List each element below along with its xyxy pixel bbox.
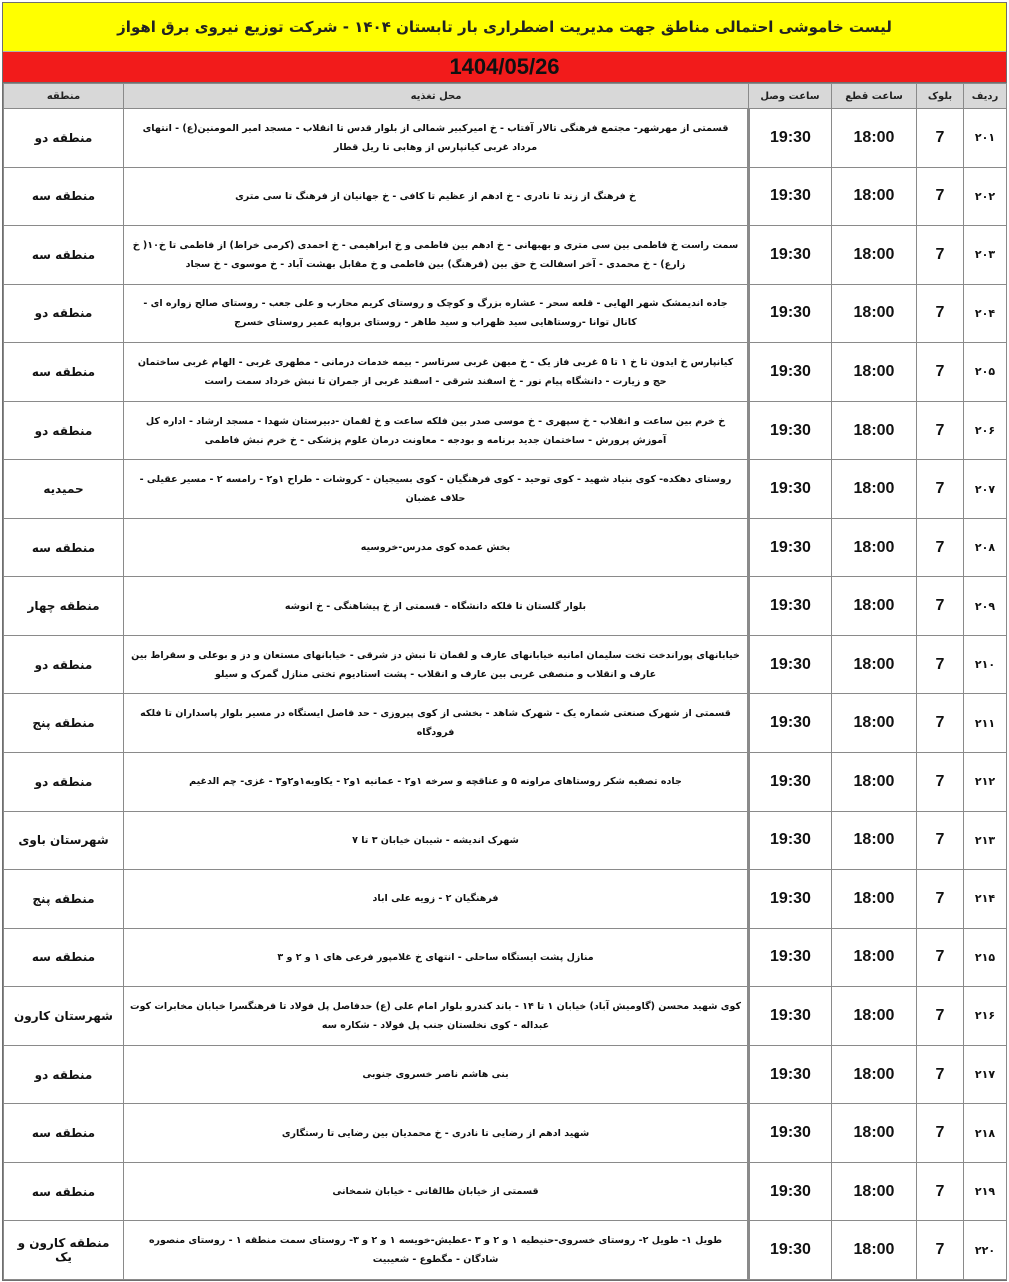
connect-time: 19:30	[749, 1045, 832, 1104]
table-row	[4, 460, 1007, 519]
table-body	[4, 109, 1007, 1280]
table-row	[4, 109, 1007, 168]
row-index: ۲۱۰	[964, 635, 1007, 694]
cut-time: 18:00	[832, 1162, 917, 1221]
cut-time: 18:00	[832, 694, 917, 753]
outage-sheet	[2, 2, 1007, 1281]
cut-time: 18:00	[832, 635, 917, 694]
feed-location: بخش عمده کوی مدرس-خروسیه	[124, 518, 749, 577]
connect-time: 19:30	[749, 987, 832, 1046]
zone-name: منطقه پنج	[4, 870, 124, 929]
cut-time: 18:00	[832, 753, 917, 812]
row-index: ۲۱۲	[964, 753, 1007, 812]
block-number: 7	[917, 928, 964, 987]
feed-location: قسمتی از مهرشهر- مجتمع فرهنگی تالار آفتاب - خ امیرکبیر شمالی از بلوار قدس تا انقلاب - مسجد امیر المومنین(ع) - انتهای مرداد غربی کیانپارس از وهابی تا ریل قطار	[124, 109, 749, 168]
feed-location: قسمتی از شهرک صنعتی شماره یک - شهرک شاهد - بخشی از کوی پیروزی - حد فاصل ایستگاه در مسیر بلوار پاسداران تا فلکه فرودگاه	[124, 694, 749, 753]
block-number: 7	[917, 109, 964, 168]
row-index: ۲۲۰	[964, 1221, 1007, 1280]
row-index: ۲۰۷	[964, 460, 1007, 519]
feed-location: خیابانهای پوراندخت تخت سلیمان امانیه خیابانهای عارف و لقمان تا نبش دز شرقی - خیابانهای مستعان و دز و بوعلی و سقراط بین عارف و انقلاب و منصفی غربی بین عارف و انقلاب - پشت استادیوم تختی منازل گمرک و سیلو	[124, 635, 749, 694]
zone-name: منطقه دو	[4, 753, 124, 812]
feed-location: روستای دهکده- کوی بنیاد شهید - کوی توحید - کوی فرهنگیان - کوی بسیجیان - کروشات - طراح ۱و۲ - رامسه ۲ - مسیر عقیلی - حلاف غضبان	[124, 460, 749, 519]
feed-location: شهرک اندیشه - شیبان خیابان ۳ تا ۷	[124, 811, 749, 870]
header-connect-time: ساعت وصل	[749, 84, 832, 109]
row-index: ۲۱۷	[964, 1045, 1007, 1104]
cut-time: 18:00	[832, 928, 917, 987]
block-number: 7	[917, 1221, 964, 1280]
table-header	[4, 84, 1007, 109]
feed-location: جاده تصفیه شکر روستاهای مراونه ۵ و عناقچه و سرخه ۱و۲ - عمانیه ۱و۲ - یکاویه۱و۲و۳ - غزی- چم الدغیم	[124, 753, 749, 812]
feed-location: سمت راست خ فاطمی بین سی متری و بهبهانی - خ ادهم بین فاطمی و خ ابراهیمی - خ احمدی (کرمی خراط) از فاطمی تا خ۱۰( خ زارع) - خ محمدی - آخر اسفالت خ حق بین (فرهنگ) بین فاطمی و خ مقابل بهشت آباد - خ موسوی - خ سجاد	[124, 226, 749, 285]
feed-location: شهید ادهم از رضایی تا نادری - خ محمدیان بین رضایی تا رستگاری	[124, 1104, 749, 1163]
zone-name: منطقه دو	[4, 401, 124, 460]
table-row	[4, 401, 1007, 460]
table-row	[4, 284, 1007, 343]
table-row	[4, 1045, 1007, 1104]
header-location: محل تغذیه	[124, 84, 749, 109]
cut-time: 18:00	[832, 343, 917, 402]
feed-location: خ خرم بین ساعت و انقلاب - خ سپهری - خ موسی صدر بین فلکه ساعت و خ لقمان -دبیرستان شهدا - مسجد ارشاد - اداره کل آموزش پرورش - ساختمان جدید برنامه و بودجه - معاونت درمان علوم پزشکی - خ خرم نبش فاطمی	[124, 401, 749, 460]
connect-time: 19:30	[749, 460, 832, 519]
connect-time: 19:30	[749, 928, 832, 987]
block-number: 7	[917, 1162, 964, 1221]
table-row	[4, 870, 1007, 929]
connect-time: 19:30	[749, 1162, 832, 1221]
row-index: ۲۰۱	[964, 109, 1007, 168]
zone-name: شهرستان باوی	[4, 811, 124, 870]
block-number: 7	[917, 694, 964, 753]
block-number: 7	[917, 401, 964, 460]
table-row	[4, 577, 1007, 636]
cut-time: 18:00	[832, 401, 917, 460]
connect-time: 19:30	[749, 870, 832, 929]
feed-location: بنی هاشم ناصر خسروی جنوبی	[124, 1045, 749, 1104]
cut-time: 18:00	[832, 811, 917, 870]
row-index: ۲۱۵	[964, 928, 1007, 987]
block-number: 7	[917, 167, 964, 226]
block-number: 7	[917, 577, 964, 636]
cut-time: 18:00	[832, 226, 917, 285]
row-index: ۲۰۲	[964, 167, 1007, 226]
zone-name: شهرستان کارون	[4, 987, 124, 1046]
table-row	[4, 226, 1007, 285]
block-number: 7	[917, 460, 964, 519]
table-row	[4, 694, 1007, 753]
connect-time: 19:30	[749, 109, 832, 168]
cut-time: 18:00	[832, 1221, 917, 1280]
connect-time: 19:30	[749, 226, 832, 285]
cut-time: 18:00	[832, 987, 917, 1046]
row-index: ۲۱۳	[964, 811, 1007, 870]
feed-location: قسمتی از خیابان طالقانی - خیابان شمخانی	[124, 1162, 749, 1221]
zone-name: منطقه سه	[4, 1104, 124, 1163]
zone-name: منطقه دو	[4, 284, 124, 343]
feed-location: منازل پشت ایستگاه ساحلی - انتهای خ غلامپور فرعی های ۱ و ۲ و ۳	[124, 928, 749, 987]
zone-name: منطقه دو	[4, 1045, 124, 1104]
zone-name: حمیدیه	[4, 460, 124, 519]
cut-time: 18:00	[832, 577, 917, 636]
table-row	[4, 1162, 1007, 1221]
zone-name: منطقه کارون و یک	[4, 1221, 124, 1280]
table-row	[4, 635, 1007, 694]
feed-location: جاده اندیمشک شهر الهایی - قلعه سحر - عشاره بزرگ و کوچک و روستای کریم محارب و علی جعب - روستای صالح زواره ای - کانال توانا -روستاهایی سید ظهراب و سید طاهر - روستای برواپه عمیر روستای خسرج	[124, 284, 749, 343]
feed-location: کیانپارس خ ایدون تا خ ۱ تا ۵ غربی فاز یک - خ میهن غربی سرتاسر - بیمه خدمات درمانی - مطهری غربی - الهام غربی ساختمان حج و زیارت - دانشگاه پیام نور - خ اسفند شرقی - اسفند غربی از جمران تا نبش خرداد سمت راست	[124, 343, 749, 402]
connect-time: 19:30	[749, 635, 832, 694]
feed-location: کوی شهید محسن (گاومیش آباد) خیابان ۱ تا ۱۴ - باند کندرو بلوار امام علی (ع) حدفاصل پل فولاد تا فرهنگسرا خیابان مخابرات کوت عبداله - کوی نخلستان جنب پل فولاد - شکاره سه	[124, 987, 749, 1046]
table-row	[4, 1104, 1007, 1163]
connect-time: 19:30	[749, 343, 832, 402]
header-block: بلوک	[917, 84, 964, 109]
row-index: ۲۱۴	[964, 870, 1007, 929]
zone-name: منطقه دو	[4, 635, 124, 694]
table-row	[4, 811, 1007, 870]
connect-time: 19:30	[749, 753, 832, 812]
cut-time: 18:00	[832, 518, 917, 577]
block-number: 7	[917, 1104, 964, 1163]
row-index: ۲۱۸	[964, 1104, 1007, 1163]
cut-time: 18:00	[832, 284, 917, 343]
feed-location: طویل ۱- طویل ۲- روستای خسروی-حنیطیه ۱ و ۲ و ۳ -عطیش-خویسه ۱ و ۲ و ۳- روستای سمت منطقه ۱ - روستای منصوره شادگان - مگطوع - شعیبیت	[124, 1221, 749, 1280]
zone-name: منطقه سه	[4, 226, 124, 285]
connect-time: 19:30	[749, 694, 832, 753]
block-number: 7	[917, 753, 964, 812]
connect-time: 19:30	[749, 167, 832, 226]
cut-time: 18:00	[832, 870, 917, 929]
connect-time: 19:30	[749, 1221, 832, 1280]
feed-location: خ فرهنگ از زند تا نادری - خ ادهم از عظیم تا کافی - خ جهانیان از فرهنگ تا سی متری	[124, 167, 749, 226]
header-zone: منطقه	[4, 84, 124, 109]
zone-name: منطقه سه	[4, 518, 124, 577]
zone-name: منطقه سه	[4, 928, 124, 987]
zone-name: منطقه چهار	[4, 577, 124, 636]
row-index: ۲۱۶	[964, 987, 1007, 1046]
date-banner: 1404/05/26	[3, 52, 1006, 83]
table-row	[4, 753, 1007, 812]
block-number: 7	[917, 518, 964, 577]
cut-time: 18:00	[832, 460, 917, 519]
zone-name: منطقه پنج	[4, 694, 124, 753]
block-number: 7	[917, 870, 964, 929]
cut-time: 18:00	[832, 1104, 917, 1163]
block-number: 7	[917, 987, 964, 1046]
block-number: 7	[917, 811, 964, 870]
cut-time: 18:00	[832, 167, 917, 226]
feed-location: فرهنگیان ۲ - زویه علی اباد	[124, 870, 749, 929]
table-row	[4, 987, 1007, 1046]
connect-time: 19:30	[749, 401, 832, 460]
feed-location: بلوار گلستان تا فلکه دانشگاه - قسمتی از خ پیشاهنگی - خ انوشه	[124, 577, 749, 636]
block-number: 7	[917, 284, 964, 343]
header-cut-time: ساعت قطع	[832, 84, 917, 109]
table-row	[4, 518, 1007, 577]
outage-table	[3, 83, 1007, 1280]
cut-time: 18:00	[832, 1045, 917, 1104]
zone-name: منطقه سه	[4, 343, 124, 402]
table-row	[4, 343, 1007, 402]
connect-time: 19:30	[749, 284, 832, 343]
zone-name: منطقه سه	[4, 1162, 124, 1221]
connect-time: 19:30	[749, 811, 832, 870]
cut-time: 18:00	[832, 109, 917, 168]
zone-name: منطقه دو	[4, 109, 124, 168]
table-row	[4, 1221, 1007, 1280]
table-row	[4, 167, 1007, 226]
page-title: لیست خاموشی احتمالی مناطق جهت مدیریت اضطراری بار تابستان ۱۴۰۴ - شرکت توزیع نیروی برق اهواز	[3, 3, 1006, 52]
row-index: ۲۱۹	[964, 1162, 1007, 1221]
row-index: ۲۰۴	[964, 284, 1007, 343]
row-index: ۲۰۸	[964, 518, 1007, 577]
row-index: ۲۰۹	[964, 577, 1007, 636]
block-number: 7	[917, 226, 964, 285]
header-idx: ردیف	[964, 84, 1007, 109]
row-index: ۲۰۶	[964, 401, 1007, 460]
zone-name: منطقه سه	[4, 167, 124, 226]
connect-time: 19:30	[749, 577, 832, 636]
row-index: ۲۰۳	[964, 226, 1007, 285]
row-index: ۲۰۵	[964, 343, 1007, 402]
connect-time: 19:30	[749, 518, 832, 577]
block-number: 7	[917, 1045, 964, 1104]
block-number: 7	[917, 343, 964, 402]
connect-time: 19:30	[749, 1104, 832, 1163]
row-index: ۲۱۱	[964, 694, 1007, 753]
table-row	[4, 928, 1007, 987]
block-number: 7	[917, 635, 964, 694]
